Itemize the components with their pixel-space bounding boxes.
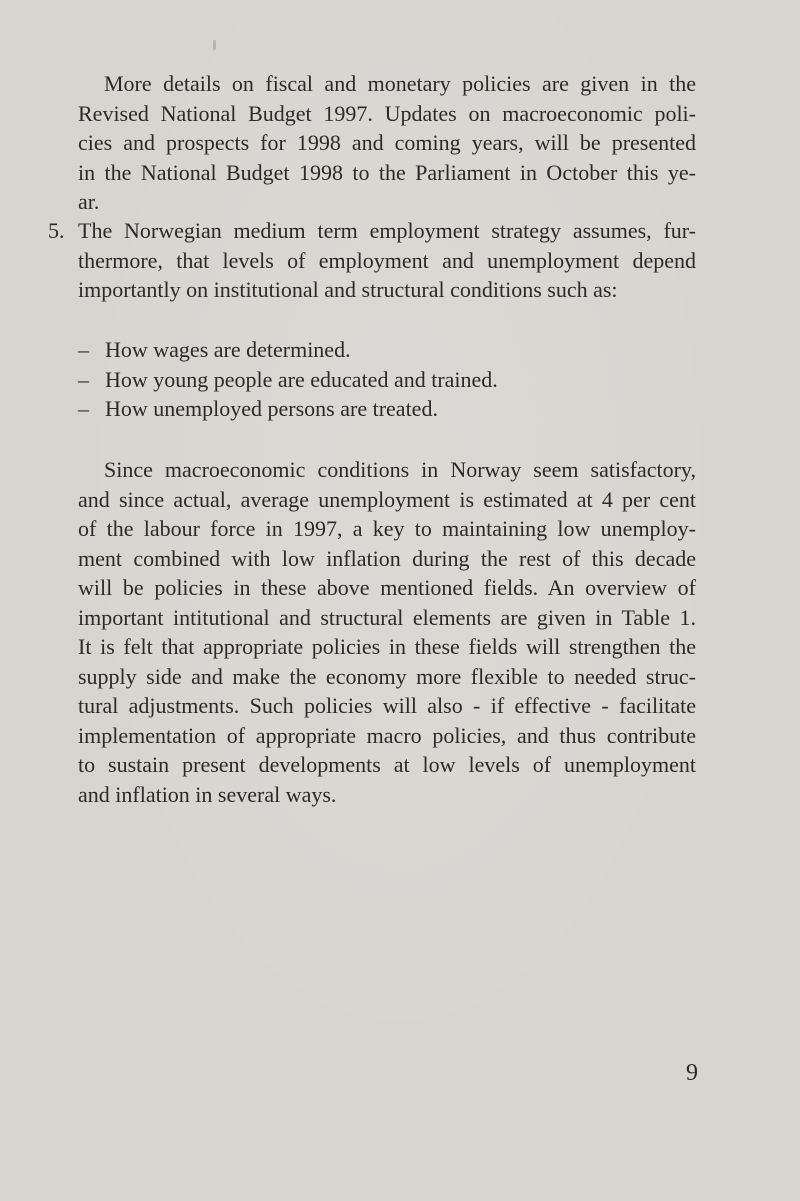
item5-line: The Norwegian medium term employment strategy assumes, fur-: [78, 218, 696, 243]
para-line: It is felt that appropriate policies in these fields will strengthen the: [78, 634, 696, 659]
dash-bullet: –: [78, 337, 89, 362]
list-item: [78, 365, 696, 395]
item-number: 5.: [48, 218, 65, 243]
list-item-text: How young people are educated and trained.: [105, 366, 498, 392]
para-line: important intitutional and structural elements are given in Table 1.: [78, 604, 696, 630]
numbered-item-5: [48, 216, 696, 305]
para-line: supply side and make the economy more flexible to needed struc-: [78, 663, 696, 689]
list-item: [78, 335, 696, 365]
intro-paragraph: [78, 69, 696, 217]
scan-speck: [213, 40, 216, 50]
dash-bullet: –: [78, 366, 89, 392]
para-line: and inflation in several ways.: [78, 781, 337, 807]
list-item-text: How unemployed persons are treated.: [105, 396, 438, 421]
intro-line: ar.: [78, 189, 100, 214]
body-paragraph: [78, 455, 696, 809]
para-line: of the labour force in 1997, a key to maintaining low unemploy-: [78, 516, 696, 541]
intro-line: in the National Budget 1998 to the Parliament in October this ye-: [78, 159, 696, 185]
para-line: and since actual, average unemployment is estimated at 4 per cent: [78, 486, 696, 512]
para-line: ment combined with low inflation during the rest of this decade: [78, 545, 696, 571]
para-line: Since macroeconomic conditions in Norway seem satisfactory,: [104, 457, 696, 482]
intro-line: Revised National Budget 1997. Updates on macroeconomic poli-: [78, 100, 696, 126]
para-line: will be policies in these above mentioned fields. An overview of: [78, 575, 696, 600]
page-number: 9: [686, 1060, 698, 1086]
para-line: tural adjustments. Such policies will also - if effective - facilitate: [78, 693, 696, 718]
item5-line: importantly on institutional and structural conditions such as:: [78, 277, 618, 302]
dash-bullet: –: [78, 396, 89, 421]
list-item-text: How wages are determined.: [105, 337, 351, 362]
bullet-list: [78, 335, 696, 424]
intro-line: More details on fiscal and monetary policies are given in the: [104, 71, 696, 96]
para-line: to sustain present developments at low levels of unemployment: [78, 752, 696, 777]
list-item: [78, 394, 696, 424]
intro-line: cies and prospects for 1998 and coming years, will be presented: [78, 130, 696, 155]
item5-line: thermore, that levels of employment and unemployment depend: [78, 247, 696, 273]
para-line: implementation of appropriate macro policies, and thus contribute: [78, 722, 696, 748]
